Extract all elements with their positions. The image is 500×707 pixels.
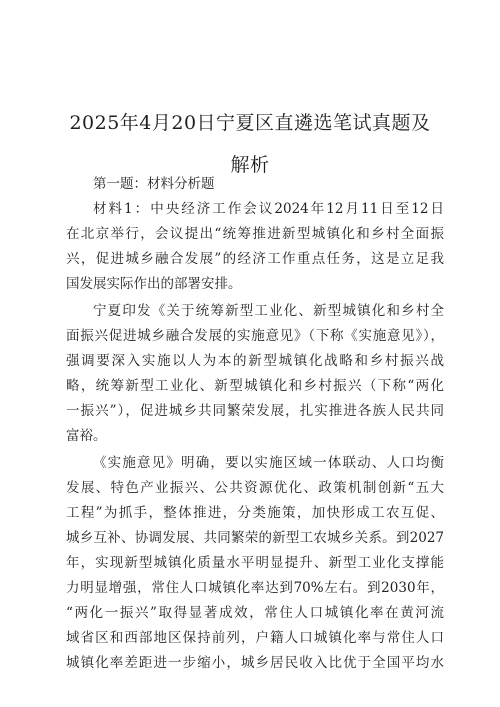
paragraph-3-line-8: 域省区和西部地区保持前列，户籍人口城镇化率与常住人口 — [66, 630, 444, 646]
paragraph-1-line-3: 兴，促进城乡融合发展”的经济工作重点任务，这是立足我 — [66, 251, 444, 267]
paragraph-3-line-9: 城镇化率差距进一步缩小，城乡居民收入比优于全国平均水 — [66, 655, 444, 671]
paragraph-2-line-1: 宁夏印发《关于统筹新型工业化、新型城镇化和乡村全 — [93, 303, 444, 319]
paragraph-1-line-2: 在北京举行，会议提出“统筹推进新型城镇化和乡村全面振 — [66, 226, 444, 242]
paragraph-3-line-6: 力明显增强，常住人口城镇化率达到70%左右。到2030年， — [66, 580, 444, 596]
paragraph-3-line-7: “两化一振兴”取得显著成效，常住人口城镇化率在黄河流 — [66, 605, 444, 621]
paragraph-3-line-1: 《实施意见》明确，要以实施区域一体联动、人口均衡 — [93, 455, 444, 471]
paragraph-3-line-5: 年，实现新型城镇化质量水平明显提升、新型工业化支撑能 — [66, 555, 444, 571]
paragraph-1-line-4: 国发展实际作出的部署安排。 — [66, 276, 242, 292]
paragraph-2-line-2: 面振兴促进城乡融合发展的实施意见》（下称《实施意见》）， — [66, 328, 444, 344]
paragraph-2-line-3: 强调要深入实施以人为本的新型城镇化战略和乡村振兴战 — [66, 353, 444, 369]
paragraph-3-line-2: 发展、特色产业振兴、公共资源优化、政策机制创新“五大 — [66, 480, 444, 496]
paragraph-3-line-3: 工程”为抓手，整体推进，分类施策，加快形成工农互促、 — [66, 505, 444, 521]
paragraph-2-line-4: 略，统筹新型工业化、新型城镇化和乡村振兴（下称“两化 — [66, 378, 444, 394]
document-title-line-2: 解析 — [230, 154, 270, 176]
section-heading: 第一题：材料分析题 — [93, 176, 215, 192]
paragraph-1-line-1: 材料1：中央经济工作会议2024年12月11日至12日 — [93, 201, 444, 217]
document-title-line-1: 2025年4月20日宁夏区直遴选笔试真题及 — [69, 112, 431, 134]
paragraph-3-line-4: 城乡互补、协调发展、共同繁荣的新型工农城乡关系。到2027 — [66, 530, 444, 546]
document-body — [66, 172, 444, 676]
paragraph-2-line-6: 富裕。 — [66, 428, 107, 444]
paragraph-2-line-5: 一振兴”），促进城乡共同繁荣发展，扎实推进各族人民共同 — [66, 403, 444, 419]
